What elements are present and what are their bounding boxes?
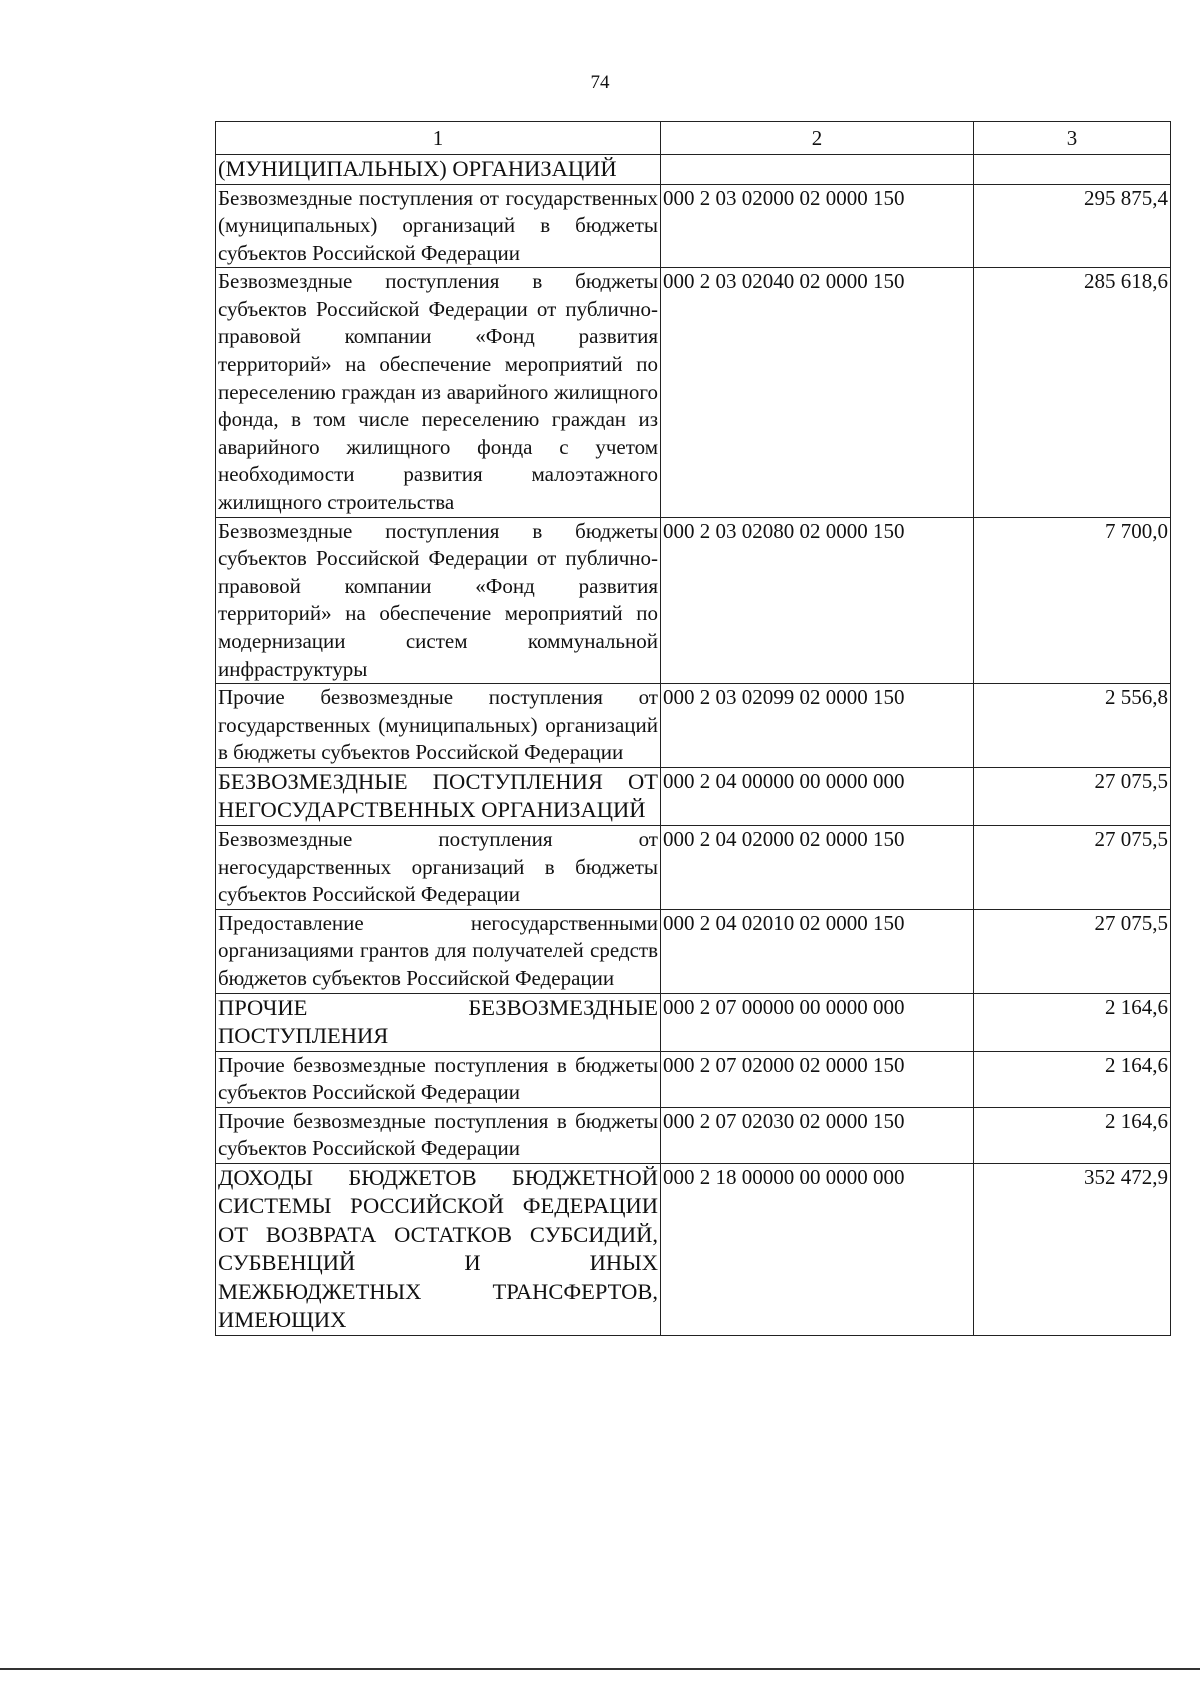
row-amount-cell: 2 164,6 xyxy=(974,1107,1171,1163)
table-row xyxy=(216,268,1171,517)
row-code-cell: 000 2 07 00000 00 0000 000 xyxy=(661,993,974,1051)
row-name-cell: (МУНИЦИПАЛЬНЫХ) ОРГАНИЗАЦИЙ xyxy=(216,155,661,185)
table-row xyxy=(216,767,1171,825)
row-amount-cell xyxy=(974,155,1171,185)
row-name-cell: Предоставление негосударственными организациями грантов для получателей средств бюджетов субъектов Российской Федерации xyxy=(216,909,661,993)
column-header-1: 1 xyxy=(216,122,661,155)
table-row xyxy=(216,517,1171,684)
row-amount-cell: 2 164,6 xyxy=(974,993,1171,1051)
row-code-cell: 000 2 03 02040 02 0000 150 xyxy=(661,268,974,517)
row-name-cell: Безвозмездные поступления в бюджеты субъектов Российской Федерации от публично-правовой компании «Фонд развития территорий» на обеспечение мероприятий по модернизации систем коммунальной инфраструктуры xyxy=(216,517,661,684)
row-name-cell: Безвозмездные поступления от государственных (муниципальных) организаций в бюджеты субъектов Российской Федерации xyxy=(216,184,661,268)
row-code-cell: 000 2 07 02000 02 0000 150 xyxy=(661,1051,974,1107)
row-name-cell: ПРОЧИЕ БЕЗВОЗМЕЗДНЫЕ ПОСТУПЛЕНИЯ xyxy=(216,993,661,1051)
row-amount-cell: 295 875,4 xyxy=(974,184,1171,268)
row-code-cell: 000 2 03 02000 02 0000 150 xyxy=(661,184,974,268)
row-amount-cell: 27 075,5 xyxy=(974,909,1171,993)
row-code-cell: 000 2 03 02080 02 0000 150 xyxy=(661,517,974,684)
row-amount-cell: 7 700,0 xyxy=(974,517,1171,684)
row-name-cell: Прочие безвозмездные поступления в бюджеты субъектов Российской Федерации xyxy=(216,1051,661,1107)
row-code-cell: 000 2 18 00000 00 0000 000 xyxy=(661,1163,974,1335)
row-amount-cell: 2 556,8 xyxy=(974,684,1171,768)
table-row xyxy=(216,993,1171,1051)
row-amount-cell: 352 472,9 xyxy=(974,1163,1171,1335)
column-header-2: 2 xyxy=(661,122,974,155)
column-header-3: 3 xyxy=(974,122,1171,155)
row-name-cell: БЕЗВОЗМЕЗДНЫЕ ПОСТУПЛЕНИЯ ОТ НЕГОСУДАРСТВЕННЫХ ОРГАНИЗАЦИЙ xyxy=(216,767,661,825)
table-header-row xyxy=(216,122,1171,155)
row-name-cell: Прочие безвозмездные поступления от государственных (муниципальных) организаций в бюджеты субъектов Российской Федерации xyxy=(216,684,661,768)
row-name-cell: Прочие безвозмездные поступления в бюджеты субъектов Российской Федерации xyxy=(216,1107,661,1163)
row-code-cell: 000 2 04 02000 02 0000 150 xyxy=(661,825,974,909)
table-row xyxy=(216,1107,1171,1163)
table-row xyxy=(216,155,1171,185)
row-code-cell xyxy=(661,155,974,185)
row-name-cell: Безвозмездные поступления в бюджеты субъектов Российской Федерации от публично-правовой компании «Фонд развития территорий» на обеспечение мероприятий по переселению граждан из аварийного жилищного фонда, в том числе переселению граждан из аварийного жилищного фонда с учетом необходимости развития малоэтажного жилищного строительства xyxy=(216,268,661,517)
table-row xyxy=(216,1051,1171,1107)
row-name-cell: ДОХОДЫ БЮДЖЕТОВ БЮДЖЕТНОЙ СИСТЕМЫ РОССИЙСКОЙ ФЕДЕРАЦИИ ОТ ВОЗВРАТА ОСТАТКОВ СУБСИДИЙ, СУБВЕНЦИЙ И ИНЫХ МЕЖБЮДЖЕТНЫХ ТРАНСФЕРТОВ, ИМЕЮЩИХ xyxy=(216,1163,661,1335)
table-row xyxy=(216,825,1171,909)
row-amount-cell: 285 618,6 xyxy=(974,268,1171,517)
table-row xyxy=(216,1163,1171,1335)
row-code-cell: 000 2 03 02099 02 0000 150 xyxy=(661,684,974,768)
table-row xyxy=(216,184,1171,268)
row-amount-cell: 27 075,5 xyxy=(974,767,1171,825)
page-bottom-scan-line xyxy=(0,1668,1200,1670)
table-row xyxy=(216,684,1171,768)
row-name-cell: Безвозмездные поступления от негосударственных организаций в бюджеты субъектов Российской Федерации xyxy=(216,825,661,909)
page-number: 74 xyxy=(590,72,610,93)
budget-revenue-table xyxy=(215,121,1171,1336)
row-code-cell: 000 2 07 02030 02 0000 150 xyxy=(661,1107,974,1163)
row-code-cell: 000 2 04 00000 00 0000 000 xyxy=(661,767,974,825)
row-amount-cell: 2 164,6 xyxy=(974,1051,1171,1107)
table-row xyxy=(216,909,1171,993)
row-code-cell: 000 2 04 02010 02 0000 150 xyxy=(661,909,974,993)
row-amount-cell: 27 075,5 xyxy=(974,825,1171,909)
